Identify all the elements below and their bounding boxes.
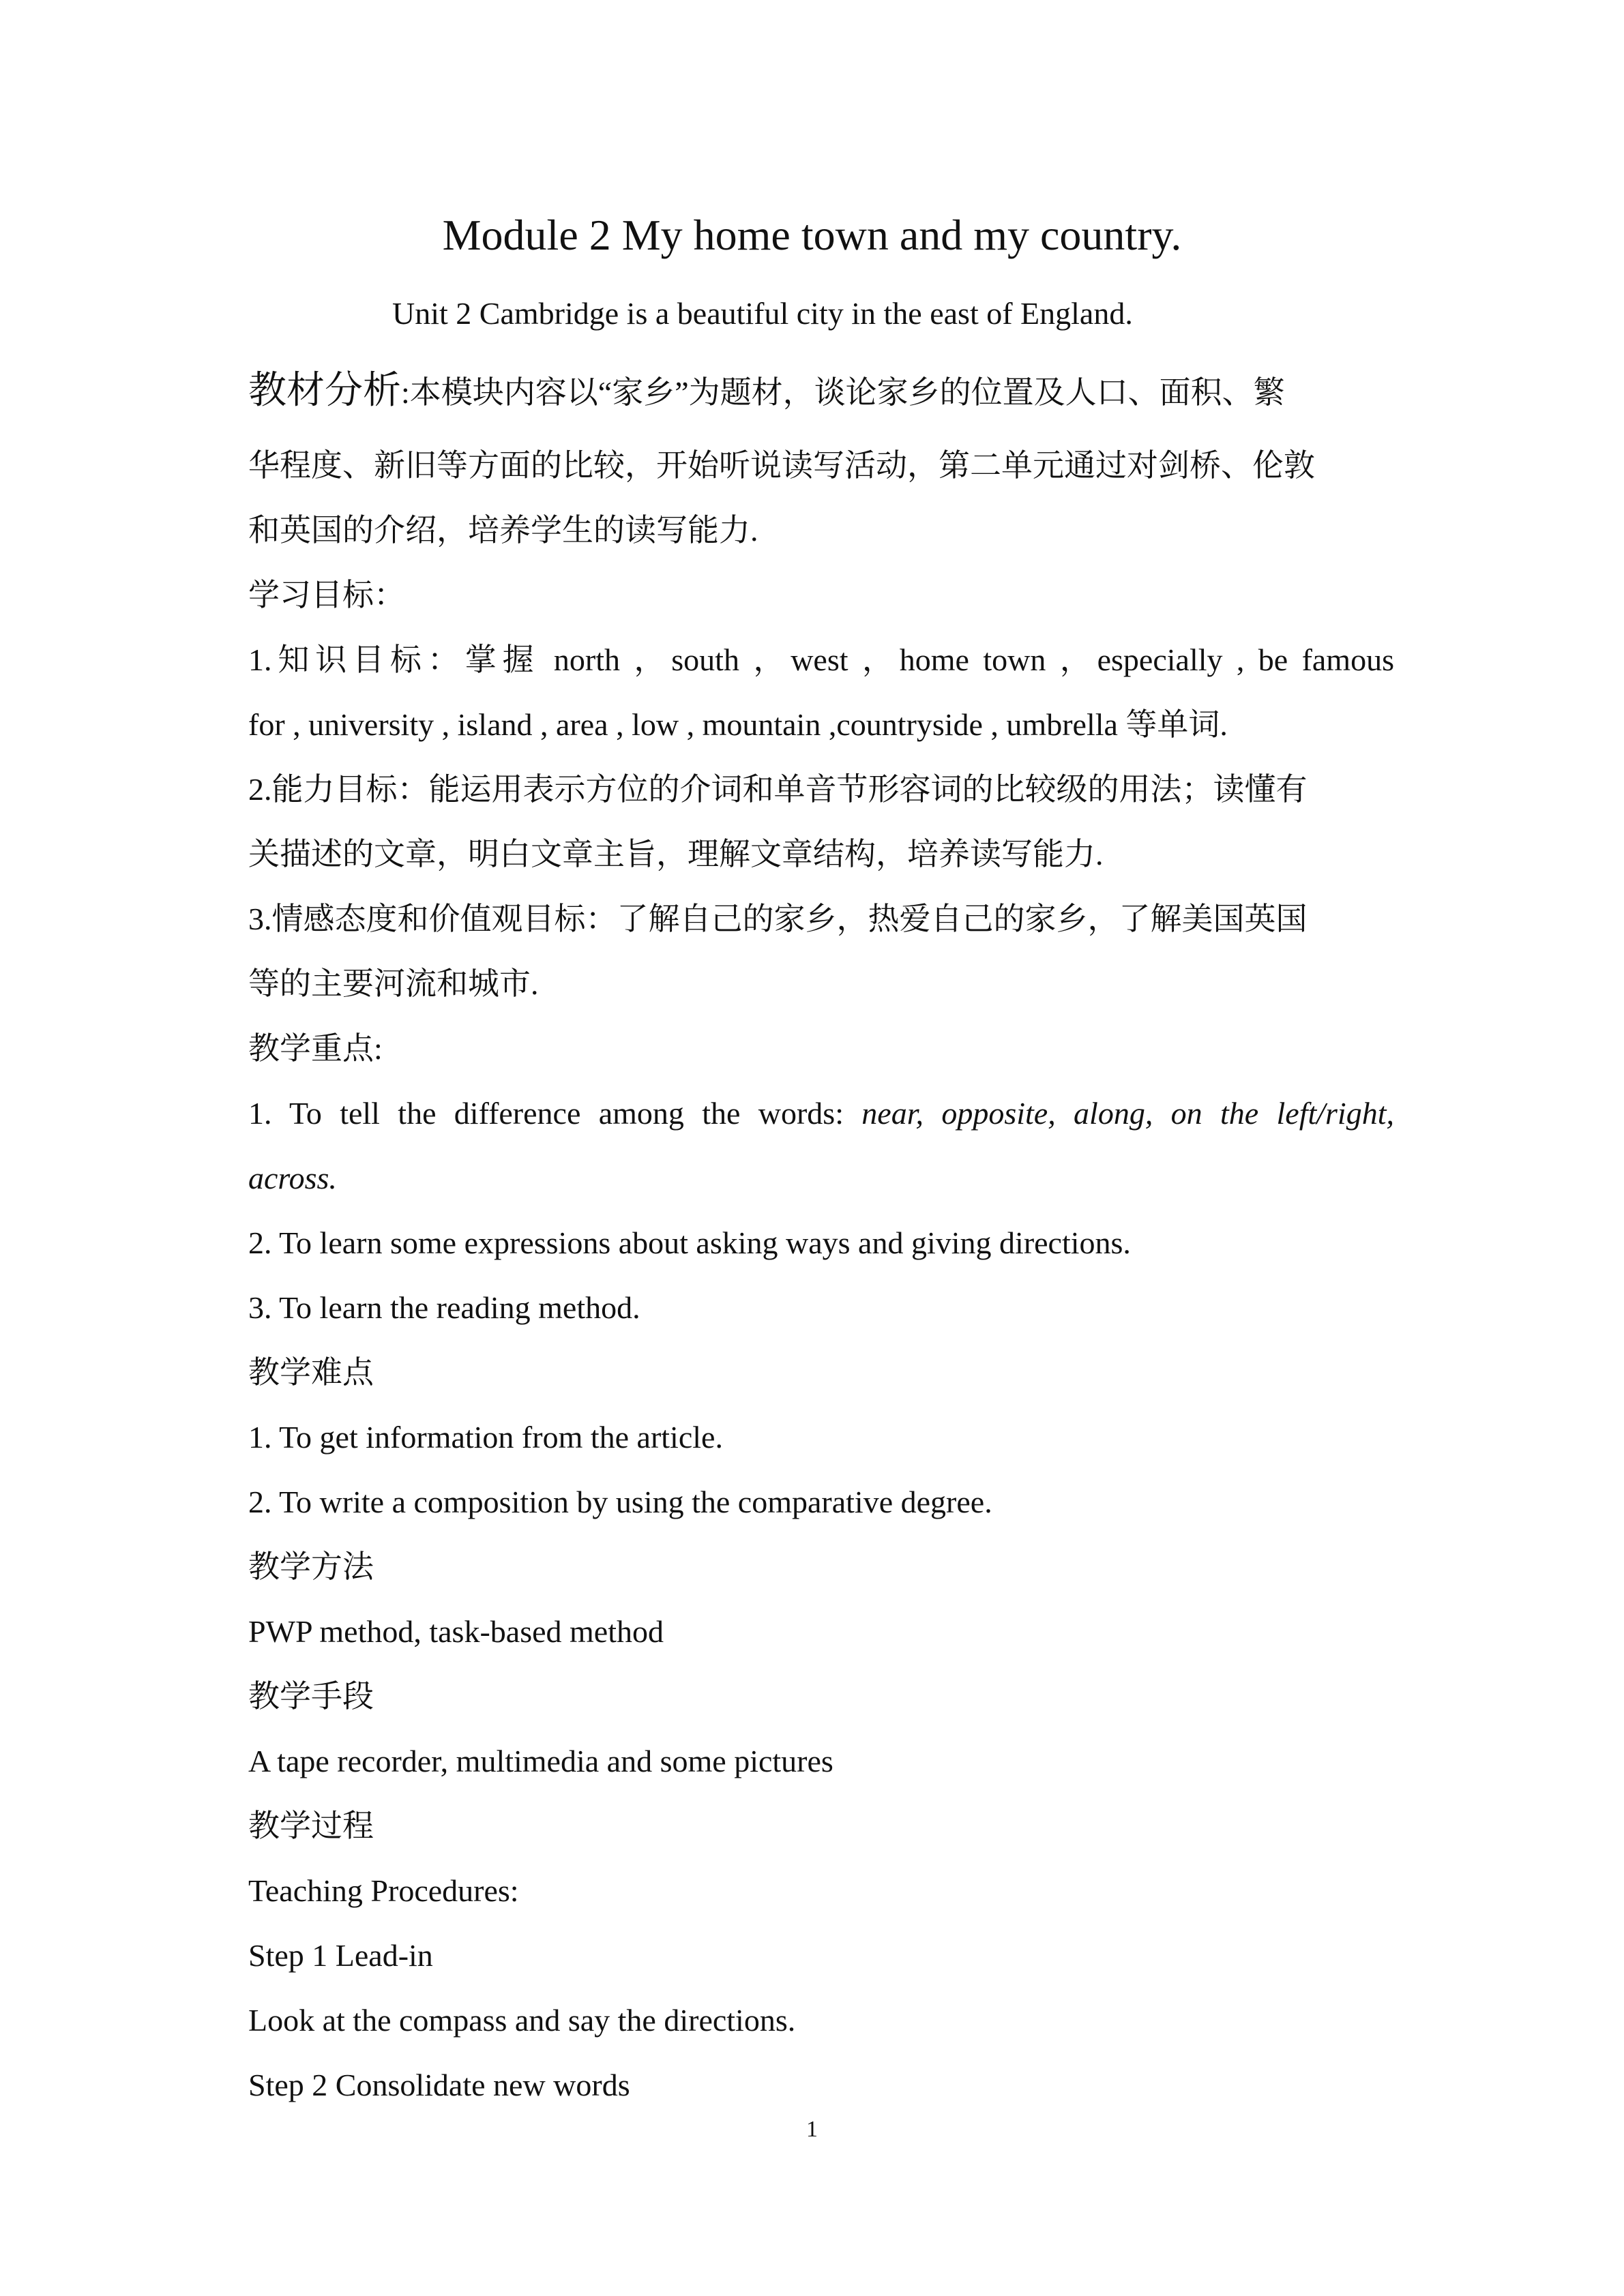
key-point-1-text: 1. To tell the difference among the words: <box>248 1096 862 1131</box>
document-title: Module 2 My home town and my country. <box>442 211 1182 259</box>
methods-text: PWP method, task-based method <box>248 1614 664 1649</box>
difficulty-2: 2. To write a composition by using the comparative degree. <box>248 1485 992 1519</box>
objectives-emotion-2: 等的主要河流和城市. <box>248 966 539 1001</box>
analysis-line-2: 华程度、新旧等方面的比较，开始听说读写活动，第二单元通过对剑桥、伦敦 <box>248 448 1315 483</box>
step-1-heading: Step 1 Lead-in <box>248 1938 433 1973</box>
objectives-ability-1: 2.能力目标：能运用表示方位的介词和单音节形容词的比较级的用法；读懂有 <box>248 772 1308 807</box>
page-number: 1 <box>806 2117 818 2142</box>
objectives-emotion-1: 3.情感态度和价值观目标：了解自己的家乡，热爱自己的家乡，了解美国英国 <box>248 901 1308 936</box>
difficulty-1: 1. To get information from the article. <box>248 1420 723 1455</box>
analysis-text: :本模块内容以“家乡”为题材，谈论家乡的位置及人口、面积、繁 <box>401 375 1285 410</box>
aids-text: A tape recorder, multimedia and some pictures <box>248 1744 833 1778</box>
objectives-ability-2: 关描述的文章，明白文章主旨，理解文章结构，培养读写能力. <box>248 837 1104 871</box>
objectives-heading: 学习目标： <box>248 578 405 612</box>
key-point-1-words: near, opposite, along, on the left/right, <box>861 1096 1394 1131</box>
key-points-heading: 教学重点: <box>248 1031 383 1066</box>
key-point-3: 3. To learn the reading method. <box>248 1290 640 1325</box>
document-subtitle: Unit 2 Cambridge is a beautiful city in the east of England. <box>392 296 1133 331</box>
methods-heading: 教学方法 <box>248 1549 374 1584</box>
analysis-line-3: 和英国的介绍，培养学生的读写能力. <box>248 513 758 548</box>
step-2-heading: Step 2 Consolidate new words <box>248 2068 630 2102</box>
objectives-knowledge-1: 1.知识目标：掌握 north ，south ，west ，home town ，especially , be famous <box>248 642 1394 677</box>
aids-heading: 教学手段 <box>248 1679 374 1714</box>
procedures-label: Teaching Procedures: <box>248 1873 519 1908</box>
key-point-1 <box>248 1091 1394 1136</box>
objectives-knowledge-2: for , university , island , area , low , mountain ,countryside , umbrella 等单词. <box>248 707 1228 742</box>
step-1-text: Look at the compass and say the directions. <box>248 2003 796 2038</box>
analysis-heading: 教材分析 <box>248 370 401 412</box>
procedures-heading: 教学过程 <box>248 1808 374 1843</box>
key-point-2: 2. To learn some expressions about asking ways and giving directions. <box>248 1225 1131 1260</box>
difficulties-heading: 教学难点 <box>248 1355 374 1390</box>
key-point-1-continued: across. <box>248 1161 337 1195</box>
analysis-line-1 <box>248 368 1285 415</box>
